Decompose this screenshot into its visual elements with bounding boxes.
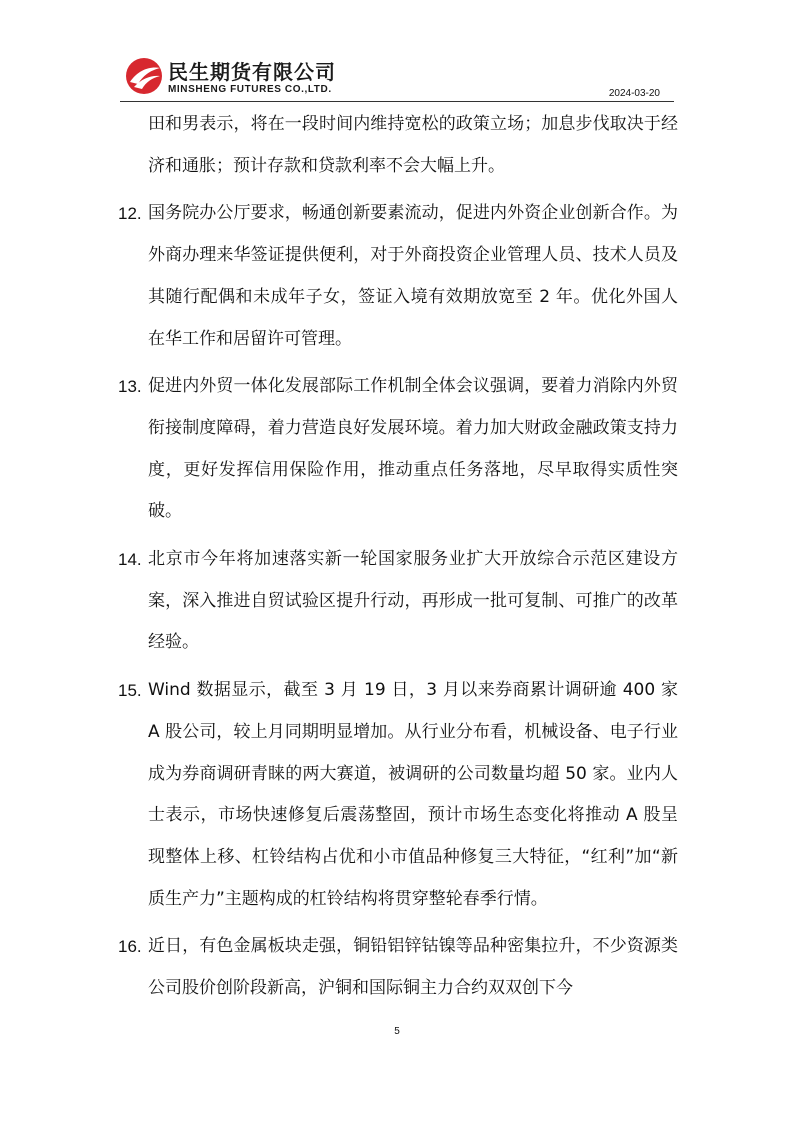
item-number: 14. [118, 550, 142, 570]
list-item [118, 926, 678, 1009]
item-text: Wind 数据显示，截至 3 月 19 日，3 月以来券商累计调研逾 400 家 A 股公司，较上月同期明显增加。从行业分布看，机械设备、电子行业成为券商调研青睐的两大赛道，被调研的公司数量均超 50 家。业内人士表示，市场快速修复后震荡整固，预计市场生态变化将推动 A 股呈现整体上移、杠铃结构占优和小市值品种修复三大特征，“红利”加“新质生产力”主题构成的杠铃结构将贯穿整轮春季行情。 [148, 680, 678, 909]
item-number: 15. [118, 681, 142, 701]
minsheng-logo-icon [124, 56, 164, 96]
company-name-en: MINSHENG FUTURES CO.,LTD. [168, 84, 332, 95]
company-name-cn: 民生期货有限公司 [168, 60, 336, 84]
item-text: 促进内外贸一体化发展部际工作机制全体会议强调，要着力消除内外贸衔接制度障碍，着力营造良好发展环境。着力加大财政金融政策支持力度，更好发挥信用保险作用，推动重点任务落地，尽早取得实质性突破。 [148, 376, 678, 522]
item-text: 国务院办公厅要求，畅通创新要素流动，促进内外资企业创新合作。为外商办理来华签证提供便利，对于外商投资企业管理人员、技术人员及其随行配偶和未成年子女，签证入境有效期放宽至 2 年。优化外国人在华工作和居留许可管理。 [148, 203, 678, 349]
page-header [120, 50, 674, 102]
report-date: 2024-03-20 [608, 88, 660, 99]
item-number: 12. [118, 204, 142, 224]
list-item [118, 670, 678, 920]
paragraph-text: 田和男表示，将在一段时间内维持宽松的政策立场；加息步伐取决于经济和通胀；预计存款和贷款利率不会大幅上升。 [148, 114, 678, 176]
item-number: 13. [118, 377, 142, 397]
list-item [118, 193, 678, 360]
item-text: 近日，有色金属板块走强，铜铅铝锌钴镍等品种密集拉升，不少资源类公司股价创阶段新高，沪铜和国际铜主力合约双双创下今 [148, 936, 678, 999]
list-item [118, 539, 678, 664]
item-text: 北京市今年将加速落实新一轮国家服务业扩大开放综合示范区建设方案，深入推进自贸试验区提升行动，再形成一批可复制、可推广的改革经验。 [148, 549, 678, 653]
document-body [118, 104, 678, 1010]
header-rule [120, 101, 674, 102]
item-number: 16. [118, 937, 142, 957]
page-number: 5 [394, 1026, 400, 1037]
paragraph-continued [118, 104, 678, 187]
list-item [118, 366, 678, 533]
